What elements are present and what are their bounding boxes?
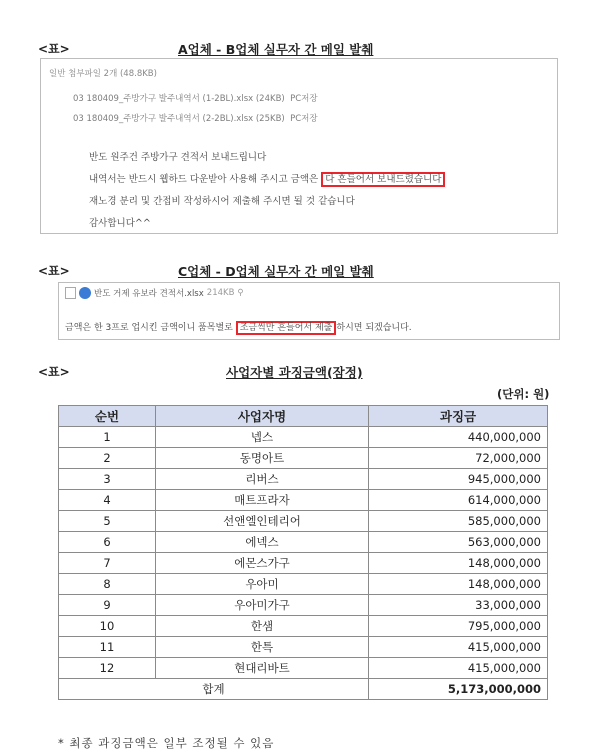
footnote: * 최종 과징금액은 일부 조정될 수 있음	[58, 736, 275, 750]
total-label: 합계	[59, 679, 369, 700]
email-cd-text-pre: 금액은 한 3프로 업시킨 금액이니 품목별로	[65, 323, 233, 333]
table-row	[59, 511, 548, 532]
section-marker-3: <표>	[38, 365, 70, 379]
row-company: 한특	[156, 637, 369, 658]
row-penalty: 415,000,000	[369, 637, 548, 658]
penalty-table	[58, 405, 548, 700]
row-penalty: 585,000,000	[369, 511, 548, 532]
email-ab-title: A업체 - B업체 실무자 간 메일 발췌	[178, 42, 374, 57]
col-header-company: 사업자명	[156, 406, 369, 427]
row-no: 3	[59, 469, 156, 490]
total-value: 5,173,000,000	[369, 679, 548, 700]
table-row	[59, 595, 548, 616]
row-company: 동명아트	[156, 448, 369, 469]
total-row	[59, 679, 548, 700]
row-penalty: 563,000,000	[369, 532, 548, 553]
table-row	[59, 532, 548, 553]
section-marker-2: <표>	[38, 264, 70, 278]
row-penalty: 148,000,000	[369, 574, 548, 595]
table-row	[59, 658, 548, 679]
row-penalty: 72,000,000	[369, 448, 548, 469]
attachment-row[interactable]	[65, 287, 244, 299]
email-line-3: 재노경 분리 및 간접비 작성하시어 제출해 주시면 될 것 같습니다	[89, 196, 355, 207]
section-marker-1: <표>	[38, 42, 70, 56]
table-row	[59, 469, 548, 490]
attachment-header: 일반 첨부파일 2개 (48.8KB)	[49, 69, 157, 79]
table-row	[59, 427, 548, 448]
row-penalty: 440,000,000	[369, 427, 548, 448]
table-row	[59, 490, 548, 511]
row-no: 6	[59, 532, 156, 553]
email-ab-box	[40, 58, 558, 234]
row-penalty: 415,000,000	[369, 658, 548, 679]
email-cd-text-post: 하시면 되겠습니다.	[336, 323, 412, 333]
penalty-title: 사업자별 과징금액(잠정)	[226, 365, 363, 380]
row-no: 4	[59, 490, 156, 511]
highlight-box: 다 흔들어서 보내드렸습니다	[321, 172, 445, 187]
table-row	[59, 553, 548, 574]
file-size: (25KB)	[255, 114, 285, 124]
row-penalty: 945,000,000	[369, 469, 548, 490]
col-header-no: 순번	[59, 406, 156, 427]
row-company: 우아미가구	[156, 595, 369, 616]
row-company: 매트프라자	[156, 490, 369, 511]
row-penalty: 33,000,000	[369, 595, 548, 616]
row-no: 1	[59, 427, 156, 448]
file-icon	[79, 287, 91, 299]
row-company: 우아미	[156, 574, 369, 595]
email-cd-line	[65, 320, 412, 333]
row-penalty: 148,000,000	[369, 553, 548, 574]
email-cd-title: C업체 - D업체 실무자 간 메일 발췌	[178, 264, 374, 279]
row-no: 10	[59, 616, 156, 637]
row-no: 5	[59, 511, 156, 532]
pc-save-link[interactable]: PC저장	[290, 94, 318, 104]
file-name[interactable]: 반도 거제 유보라 견적서.xlsx	[94, 289, 204, 299]
file-size: 214KB	[206, 288, 235, 298]
email-line-4: 감사합니다^^	[89, 218, 151, 229]
search-icon[interactable]: ⚲	[237, 288, 244, 298]
file-size: (24KB)	[255, 94, 285, 104]
pc-save-link[interactable]: PC저장	[290, 114, 318, 124]
row-company: 리버스	[156, 469, 369, 490]
row-no: 7	[59, 553, 156, 574]
table-row	[59, 637, 548, 658]
row-company: 한샘	[156, 616, 369, 637]
row-company: 에몬스가구	[156, 553, 369, 574]
row-no: 2	[59, 448, 156, 469]
row-company: 넵스	[156, 427, 369, 448]
highlight-box: 조금씩만 흔들어서 제출	[236, 321, 337, 335]
row-company: 선앤엘인테리어	[156, 511, 369, 532]
row-no: 11	[59, 637, 156, 658]
row-no: 9	[59, 595, 156, 616]
row-company: 현대리바트	[156, 658, 369, 679]
email-line-2-text: 내역서는 반드시 웹하드 다운받아 사용해 주시고 금액은	[89, 174, 319, 185]
email-line-2	[89, 171, 445, 185]
col-header-penalty: 과징금	[369, 406, 548, 427]
row-penalty: 795,000,000	[369, 616, 548, 637]
attachment-file-2[interactable]	[73, 112, 318, 124]
table-row	[59, 616, 548, 637]
email-cd-box	[58, 282, 560, 340]
attachment-file-1[interactable]	[73, 92, 318, 104]
table-header-row	[59, 406, 548, 427]
download-icon[interactable]	[65, 287, 76, 299]
table-row	[59, 448, 548, 469]
table-row	[59, 574, 548, 595]
row-penalty: 614,000,000	[369, 490, 548, 511]
file-name[interactable]: 03 180409_주방가구 발주내역서 (2-2BL).xlsx	[73, 114, 254, 124]
row-company: 에넥스	[156, 532, 369, 553]
unit-label: (단위: 원)	[497, 387, 550, 401]
email-line-1: 반도 원주건 주방가구 견적서 보내드립니다	[89, 152, 267, 163]
row-no: 8	[59, 574, 156, 595]
row-no: 12	[59, 658, 156, 679]
file-name[interactable]: 03 180409_주방가구 발주내역서 (1-2BL).xlsx	[73, 94, 254, 104]
